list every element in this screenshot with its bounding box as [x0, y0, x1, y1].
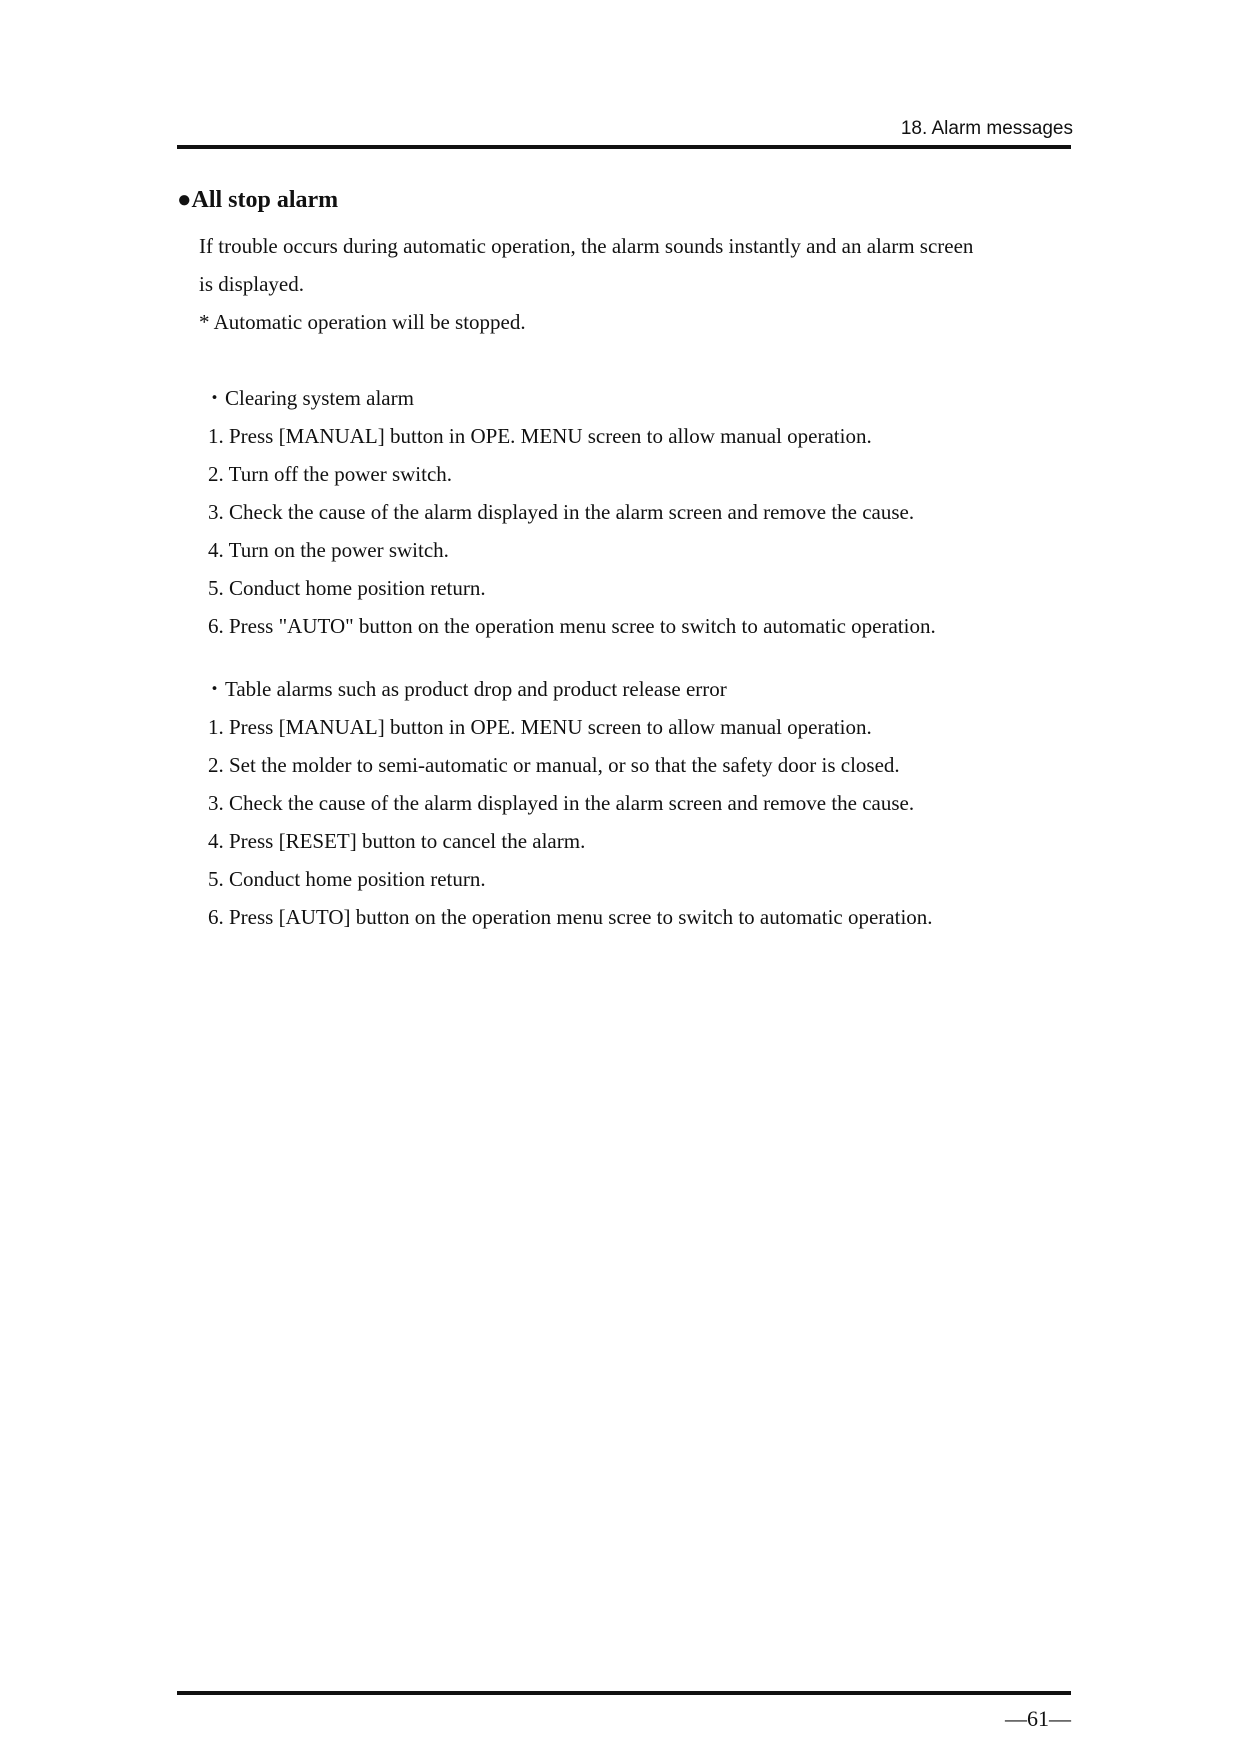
procedure-step: 3. Check the cause of the alarm displayed in the alarm screen and remove the cause. — [208, 791, 915, 815]
intro-line: If trouble occurs during automatic operation, the alarm sounds instantly and an alarm screen — [199, 234, 974, 258]
header-rule — [177, 145, 1071, 149]
spacer — [199, 645, 1079, 670]
procedure-step: 3. Check the cause of the alarm displayed in the alarm screen and remove the cause. — [208, 500, 915, 524]
procedure-step: 1. Press [MANUAL] button in OPE. MENU screen to allow manual operation. — [208, 715, 872, 739]
section-title: ●All stop alarm — [177, 187, 339, 213]
clearing-system-alarm-procedure — [199, 379, 1079, 645]
page-number: —61— — [1005, 1706, 1071, 1731]
procedure-step: 5. Conduct home position return. — [208, 867, 486, 891]
procedure-step: 1. Press [MANUAL] button in OPE. MENU screen to allow manual operation. — [208, 424, 872, 448]
footer-rule — [177, 1691, 1071, 1695]
table-alarms-heading: ・Table alarms such as product drop and product release error — [204, 677, 727, 701]
clearing-system-alarm-heading: ・Clearing system alarm — [204, 386, 414, 410]
procedure-step: 6. Press [AUTO] button on the operation menu scree to switch to automatic operation. — [208, 905, 933, 929]
procedure-step: 6. Press "AUTO" button on the operation menu scree to switch to automatic operation. — [208, 614, 936, 638]
procedure-step: 2. Turn off the power switch. — [208, 462, 453, 486]
procedure-step: 2. Set the molder to semi-automatic or manual, or so that the safety door is closed. — [208, 753, 900, 777]
intro-text — [199, 227, 1079, 341]
table-alarms-procedure — [199, 670, 1079, 936]
automatic-stop-note: * Automatic operation will be stopped. — [199, 310, 526, 334]
procedure-step: 5. Conduct home position return. — [208, 576, 486, 600]
intro-line: is displayed. — [199, 272, 304, 296]
section-body — [199, 227, 1079, 936]
procedure-step: 4. Press [RESET] button to cancel the alarm. — [208, 829, 586, 853]
procedure-step: 4. Turn on the power switch. — [208, 538, 449, 562]
spacer — [199, 341, 1079, 379]
header-section-title: 18. Alarm messages — [900, 118, 1073, 139]
